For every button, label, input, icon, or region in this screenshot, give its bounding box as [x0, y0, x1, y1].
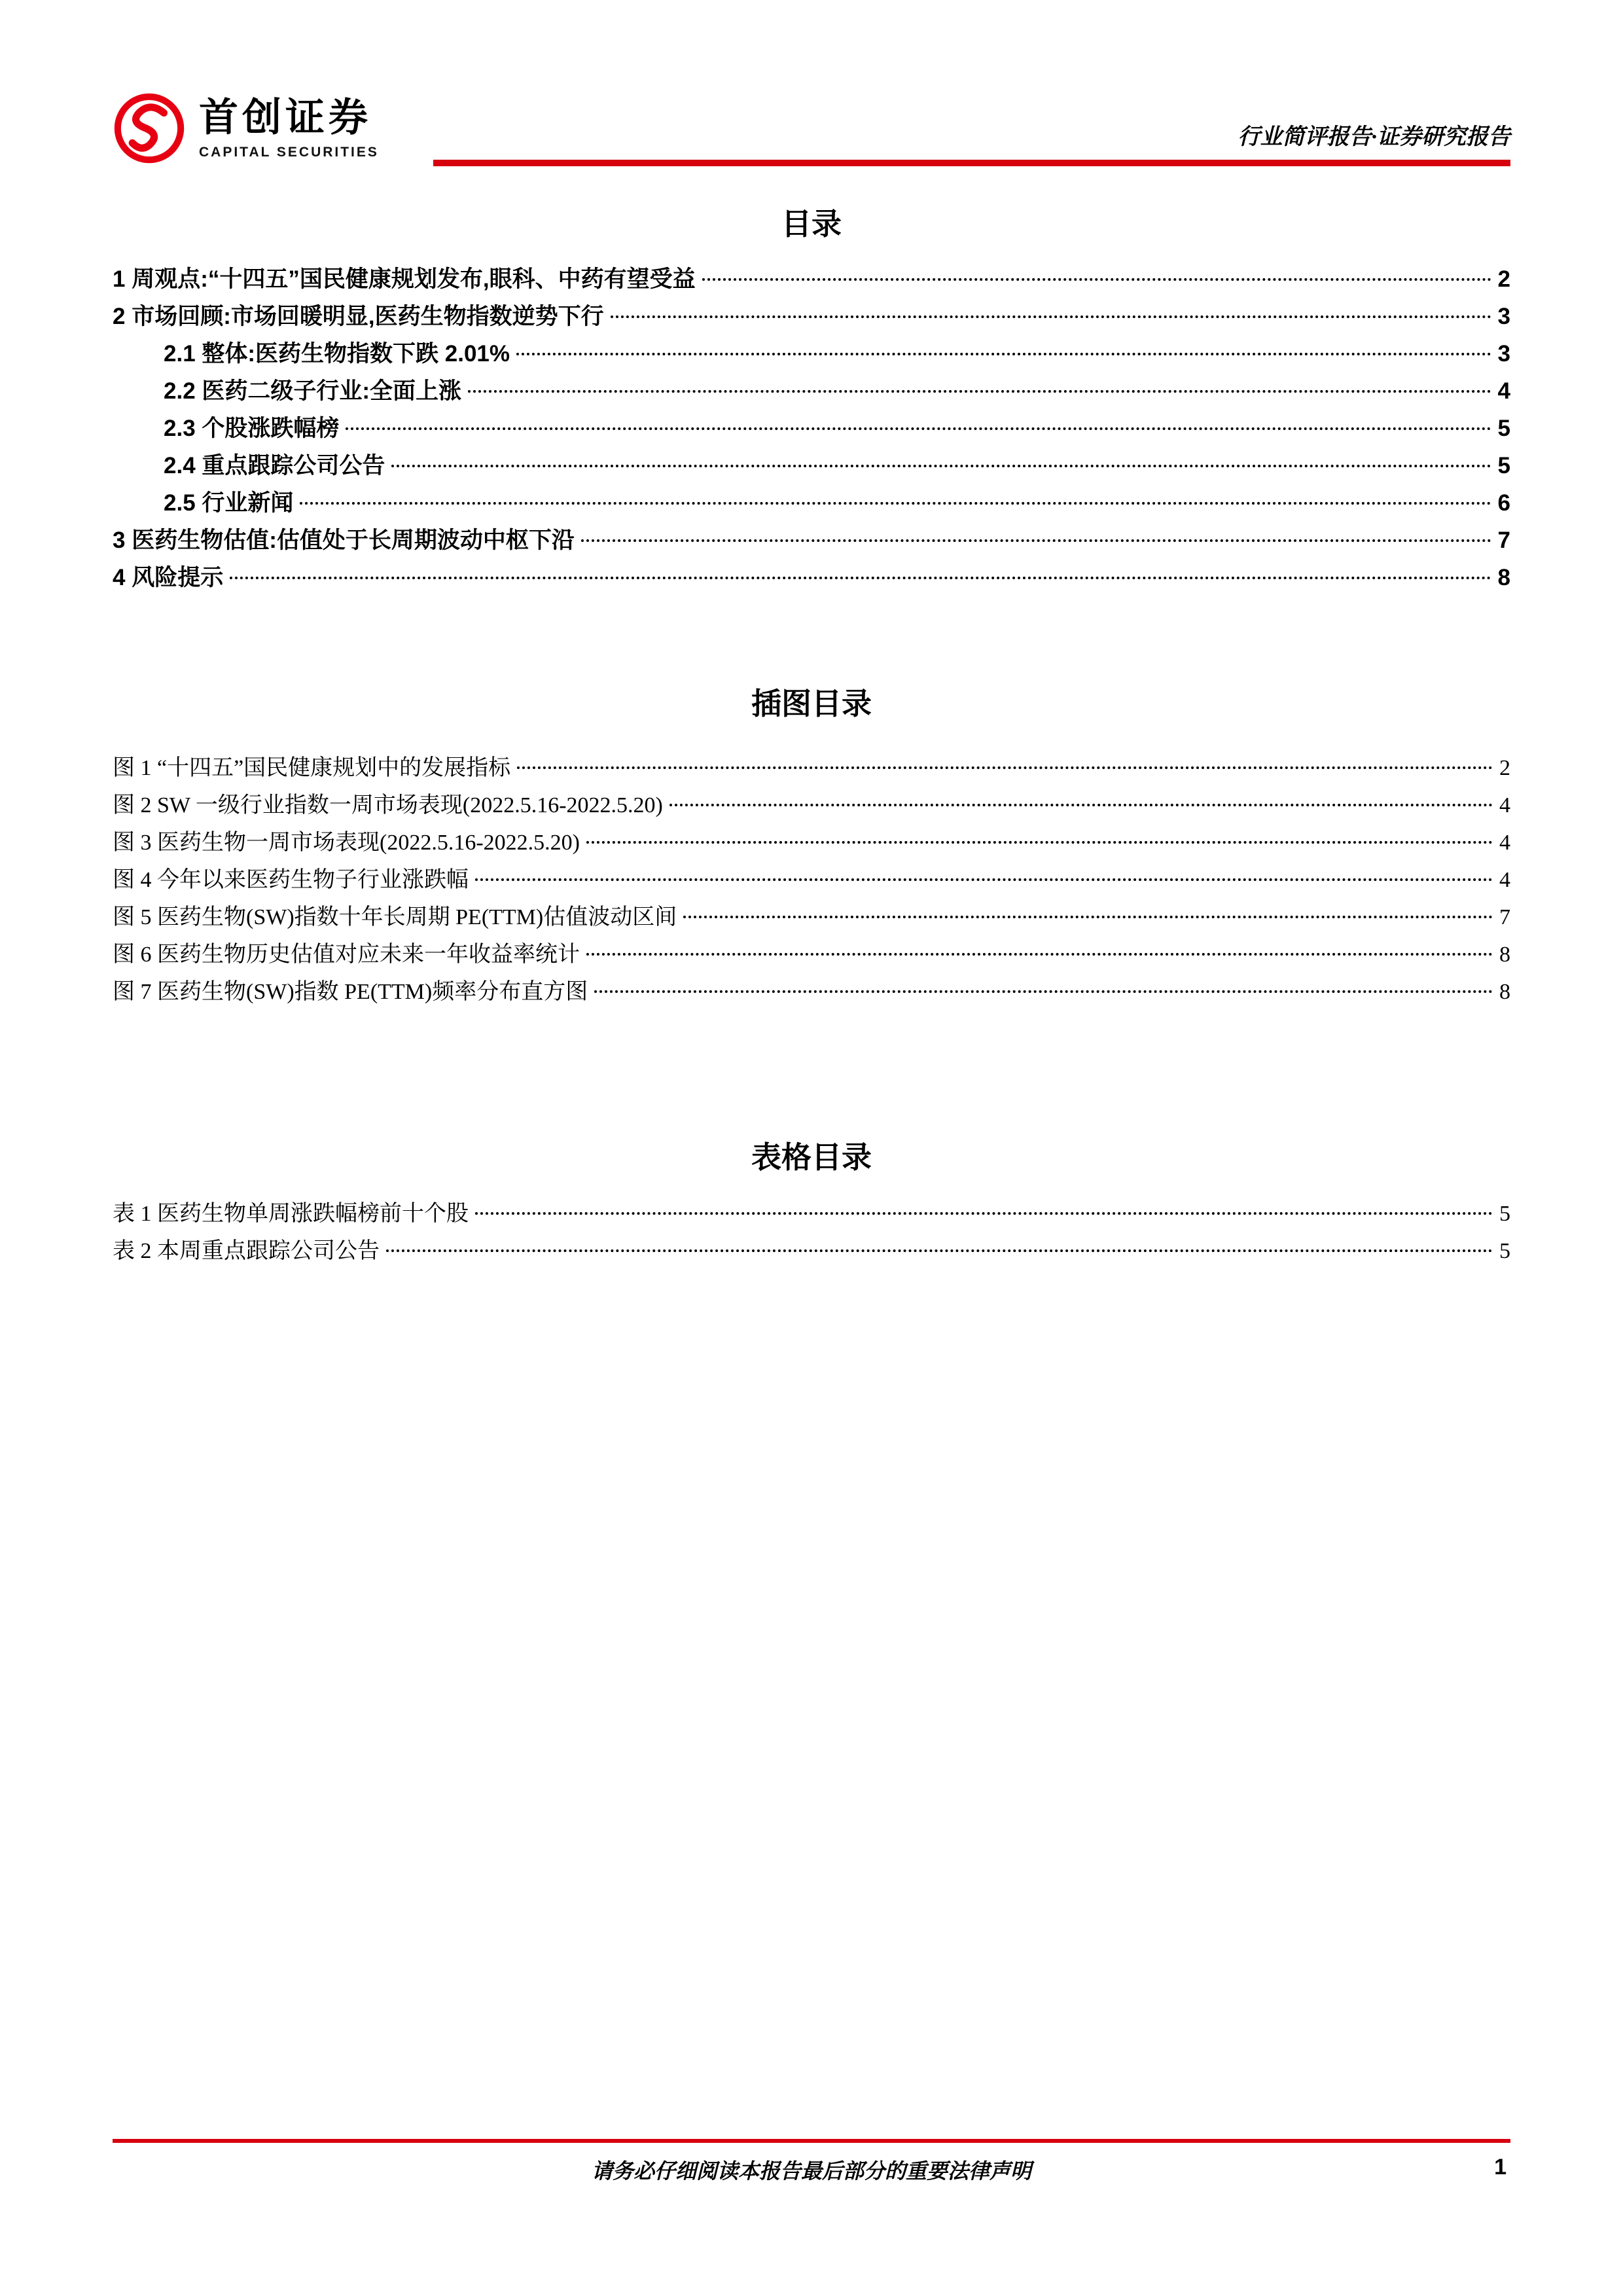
dot-leader: [391, 465, 1491, 467]
toc-entry[interactable]: [113, 447, 1510, 484]
figure-entry-text: 图 6 医药生物历史估值对应未来一年收益率统计: [113, 942, 580, 967]
toc-entry[interactable]: [113, 372, 1510, 410]
report-footer: [113, 2139, 1510, 2185]
dot-leader: [300, 502, 1491, 505]
toc-entry-page: 6: [1497, 490, 1510, 516]
toc-entry[interactable]: [113, 522, 1510, 559]
toc-entry-text: 2.2 医药二级子行业:全面上涨: [164, 378, 462, 404]
tables-toc-section: [113, 1134, 1510, 1270]
dot-leader: [346, 427, 1491, 430]
figure-entry-page: 7: [1499, 905, 1510, 929]
footer-row: [113, 2155, 1510, 2185]
dot-leader: [468, 390, 1491, 393]
brand-logo: [113, 92, 433, 166]
figure-entry[interactable]: [113, 787, 1510, 824]
table-entry-text: 表 2 本周重点跟踪公司公告: [113, 1239, 380, 1263]
toc-entry-text: 4 风险提示: [113, 565, 224, 590]
toc-entry-text: 1 周观点:“十四五”国民健康规划发布,眼科、中药有望受益: [113, 266, 696, 292]
toc-entry-page: 5: [1497, 453, 1510, 478]
figure-entry-text: 图 3 医药生物一周市场表现(2022.5.16-2022.5.20): [113, 831, 580, 855]
figure-entry-text: 图 4 今年以来医药生物子行业涨跌幅: [113, 868, 469, 892]
toc-entry-page: 4: [1497, 378, 1510, 404]
figure-entry-page: 4: [1499, 868, 1510, 892]
toc-section: [113, 200, 1510, 596]
figure-entry[interactable]: [113, 861, 1510, 899]
figures-toc-section: [113, 680, 1510, 1011]
toc-entry[interactable]: [113, 260, 1510, 298]
toc-entry-text: 3 医药生物估值:估值处于长周期波动中枢下沿: [113, 528, 575, 553]
dot-leader: [517, 766, 1493, 769]
report-header: [113, 92, 1510, 166]
report-type-label: 行业简评报告·证券研究报告: [1238, 125, 1510, 149]
toc-entry-text: 2 市场回顾:市场回暖明显,医药生物指数逆势下行: [113, 304, 604, 329]
toc-entry[interactable]: [113, 559, 1510, 596]
figure-entry-page: 4: [1499, 793, 1510, 817]
brand-text: [199, 96, 379, 160]
dot-leader: [230, 577, 1491, 579]
table-entry-page: 5: [1499, 1202, 1510, 1226]
figure-entry-text: 图 1 “十四五”国民健康规划中的发展指标: [113, 756, 511, 780]
toc-entry-page: 8: [1497, 565, 1510, 590]
table-entry-page: 5: [1499, 1239, 1510, 1263]
figure-entry[interactable]: [113, 936, 1510, 973]
dot-leader: [586, 841, 1493, 844]
figure-entry-page: 2: [1499, 756, 1510, 780]
brand-name-en: CAPITAL SECURITIES: [199, 145, 379, 160]
toc-entry[interactable]: [113, 484, 1510, 522]
dot-leader: [669, 804, 1493, 806]
table-entry[interactable]: [113, 1195, 1510, 1232]
tables-toc-list: [113, 1195, 1510, 1270]
tables-toc-title: 表格目录: [751, 1140, 872, 1174]
toc-entry-text: 2.5 行业新闻: [164, 490, 294, 516]
dot-leader: [611, 315, 1491, 318]
dot-leader: [516, 353, 1491, 355]
figure-entry-text: 图 5 医药生物(SW)指数十年长周期 PE(TTM)估值波动区间: [113, 905, 677, 929]
toc-entry-text: 2.1 整体:医药生物指数下跌 2.01%: [164, 341, 510, 367]
toc-title: 目录: [781, 207, 842, 241]
dot-leader: [386, 1249, 1493, 1252]
table-entry-text: 表 1 医药生物单周涨跌幅榜前十个股: [113, 1202, 469, 1226]
figure-entry[interactable]: [113, 749, 1510, 787]
dot-leader: [586, 953, 1493, 956]
figure-entry[interactable]: [113, 973, 1510, 1011]
figure-entry[interactable]: [113, 899, 1510, 936]
brand-name-cn: 首创证券: [199, 96, 372, 139]
dot-leader: [594, 990, 1493, 993]
toc-entry-page: 7: [1497, 528, 1510, 553]
figure-entry-text: 图 2 SW 一级行业指数一周市场表现(2022.5.16-2022.5.20): [113, 793, 663, 817]
dot-leader: [702, 278, 1491, 281]
dot-leader: [683, 916, 1493, 918]
toc-entry[interactable]: [113, 410, 1510, 447]
toc-entry-page: 3: [1497, 341, 1510, 367]
page-number: 1: [1494, 2155, 1507, 2179]
capital-securities-logo-icon: [113, 92, 186, 165]
figure-entry[interactable]: [113, 824, 1510, 861]
dot-leader: [581, 539, 1491, 542]
header-rule: [433, 118, 1510, 166]
dot-leader: [475, 878, 1493, 881]
toc-entry-page: 3: [1497, 304, 1510, 329]
figure-entry-page: 4: [1499, 831, 1510, 855]
figure-entry-text: 图 7 医药生物(SW)指数 PE(TTM)频率分布直方图: [113, 980, 588, 1004]
figures-toc-title: 插图目录: [751, 687, 872, 721]
figures-toc-list: [113, 749, 1510, 1011]
toc-entry[interactable]: [113, 298, 1510, 335]
figure-entry-page: 8: [1499, 980, 1510, 1004]
toc-entry-text: 2.3 个股涨跌幅榜: [164, 416, 340, 441]
figure-entry-page: 8: [1499, 942, 1510, 967]
toc-entry-text: 2.4 重点跟踪公司公告: [164, 453, 385, 478]
toc-entry[interactable]: [113, 335, 1510, 372]
toc-entry-page: 5: [1497, 416, 1510, 441]
table-entry[interactable]: [113, 1232, 1510, 1270]
dot-leader: [475, 1212, 1493, 1215]
footer-disclaimer: 请务必仔细阅读本报告最后部分的重要法律声明: [591, 2159, 1031, 2183]
toc-entry-page: 2: [1497, 266, 1510, 292]
footer-rule: [113, 2139, 1510, 2143]
toc-list: [113, 260, 1510, 596]
